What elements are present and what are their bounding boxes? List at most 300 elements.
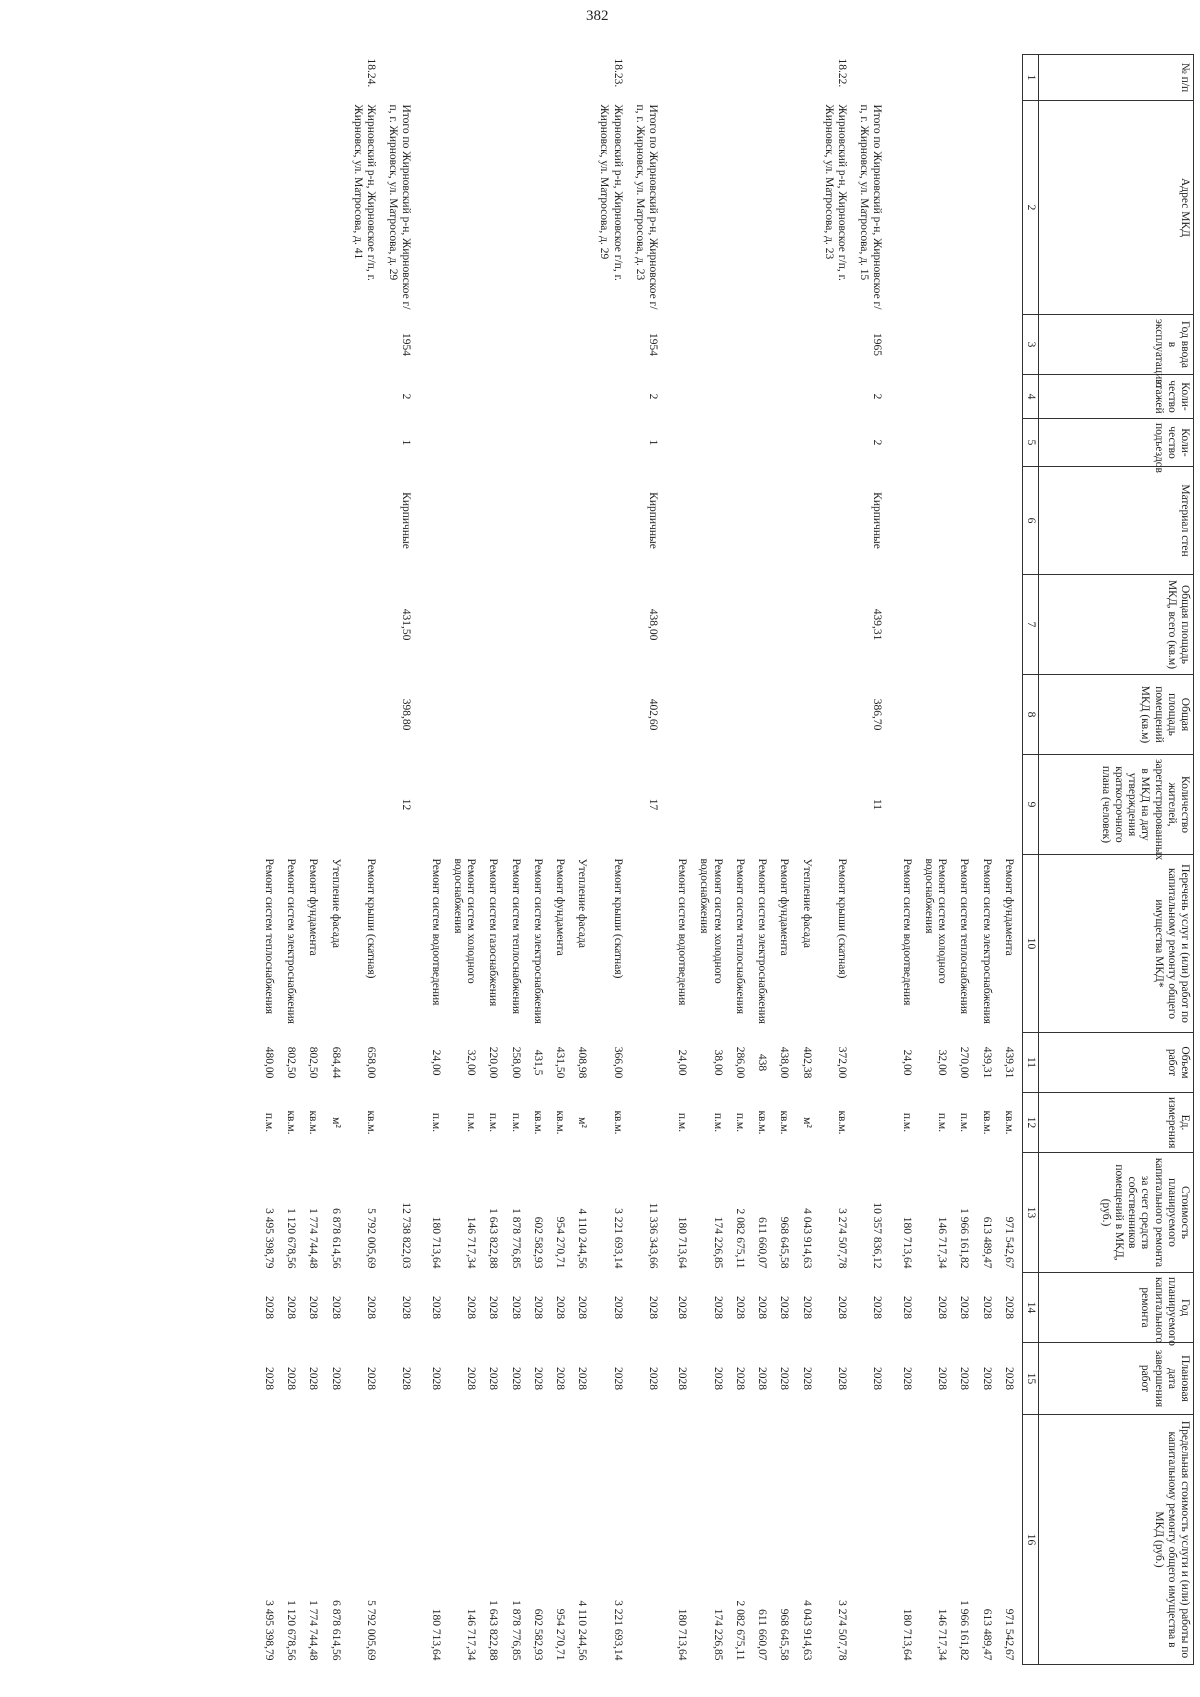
cell-col-5 xyxy=(920,419,955,467)
column-number: 4 xyxy=(1022,375,1038,419)
cell-col-13: 1 643 822,88 xyxy=(487,1208,500,1269)
cell-col-12 xyxy=(384,1093,426,1153)
cell-col-12: м² xyxy=(800,1117,813,1128)
cell-col-8 xyxy=(529,675,551,755)
cell-col-10: Ремонт систем теплоснабжения xyxy=(509,858,522,1015)
cell-col-10: Ремонт систем электроснабжения xyxy=(980,858,993,1024)
cell-col-8 xyxy=(775,675,797,755)
cell-col-1 xyxy=(260,55,282,101)
table-row xyxy=(529,55,551,1665)
cell-col-13: 3 221 693,14 xyxy=(611,1208,624,1269)
cell-col-6 xyxy=(282,467,304,575)
cell-col-14: 2028 xyxy=(487,1296,500,1319)
column-number: 11 xyxy=(1022,1033,1038,1093)
cell-col-4 xyxy=(573,375,595,419)
cell-col-8 xyxy=(673,675,695,755)
cell-col-7 xyxy=(955,575,977,675)
table-row xyxy=(920,55,955,1665)
cell-col-6 xyxy=(753,467,775,575)
cell-col-11: 366,00 xyxy=(611,1046,624,1079)
cell-col-12 xyxy=(855,1093,897,1153)
cell-col-1 xyxy=(551,55,573,101)
cell-col-2 xyxy=(897,101,919,315)
cell-col-13: 613 489,47 xyxy=(980,1216,993,1269)
cell-col-2 xyxy=(506,101,528,315)
cell-col-3 xyxy=(897,315,919,375)
cell-col-8 xyxy=(326,675,348,755)
page-number: 382 xyxy=(586,8,609,24)
table-header xyxy=(1022,55,1193,1665)
column-header: Год планируемого капитального ремонта xyxy=(1039,1273,1194,1343)
cell-col-10: Ремонт крыши (скатная) xyxy=(836,858,849,979)
cell-col-8 xyxy=(449,675,484,755)
cell-col-13: 180 713,64 xyxy=(676,1216,689,1269)
cell-col-11: 286,00 xyxy=(733,1046,746,1079)
cell-col-15: 2028 xyxy=(756,1367,769,1390)
cell-col-1 xyxy=(797,55,819,101)
cell-col-10: Ремонт систем водоотведения xyxy=(676,858,689,1006)
cell-col-12: п.м. xyxy=(509,1112,522,1133)
table-body xyxy=(260,55,1023,1665)
cell-col-6: Кирпичные xyxy=(647,492,660,549)
table-row xyxy=(484,55,506,1665)
cell-col-9 xyxy=(551,755,573,855)
cell-col-9: 11 xyxy=(871,798,884,811)
cell-col-14: 2028 xyxy=(365,1296,377,1319)
cell-col-6 xyxy=(304,467,326,575)
column-number: 16 xyxy=(1022,1415,1038,1665)
table-row xyxy=(349,55,384,1665)
cell-col-5 xyxy=(573,419,595,467)
cell-col-8 xyxy=(797,675,819,755)
cell-col-2 xyxy=(695,101,730,315)
cell-col-3 xyxy=(426,315,448,375)
cell-col-5 xyxy=(449,419,484,467)
column-number: 7 xyxy=(1022,575,1038,675)
cell-col-2 xyxy=(955,101,977,315)
cell-col-7 xyxy=(673,575,695,675)
cell-col-2 xyxy=(449,101,484,315)
column-number: 5 xyxy=(1022,419,1038,467)
cell-col-4 xyxy=(449,375,484,419)
cell-col-14: 2028 xyxy=(733,1296,746,1319)
cell-col-12: п.м. xyxy=(429,1112,442,1133)
cell-col-2 xyxy=(977,101,999,315)
column-header: Материал стен xyxy=(1039,467,1194,575)
cell-col-5 xyxy=(753,419,775,467)
cell-col-12: кв.м. xyxy=(756,1110,769,1135)
cell-col-13: 3 495 398,79 xyxy=(262,1208,275,1269)
table-row xyxy=(695,55,730,1665)
cell-col-3 xyxy=(506,315,528,375)
cell-col-12: п.м. xyxy=(958,1112,971,1133)
cell-col-5: 1 xyxy=(647,439,660,446)
cell-col-16: 2 082 675,11 xyxy=(733,1600,746,1661)
cell-col-8: 402,60 xyxy=(647,698,660,731)
cell-col-7 xyxy=(573,575,595,675)
cell-col-15: 2028 xyxy=(647,1367,660,1390)
cell-col-14: 2028 xyxy=(509,1296,522,1319)
cell-col-13: 954 270,71 xyxy=(553,1216,566,1269)
cell-col-5 xyxy=(595,419,630,467)
cell-col-10: Утепление фасада xyxy=(329,858,342,948)
cell-col-13: 146 717,34 xyxy=(465,1216,478,1269)
cell-col-16 xyxy=(384,1415,426,1665)
cell-col-14: 2028 xyxy=(980,1296,993,1319)
cell-col-8 xyxy=(260,675,282,755)
cell-col-4 xyxy=(753,375,775,419)
cell-col-5 xyxy=(820,419,855,467)
cell-col-13: 611 660,07 xyxy=(756,1217,769,1269)
table-row xyxy=(326,55,348,1665)
cell-col-14: 2028 xyxy=(307,1296,320,1319)
cell-col-5 xyxy=(1000,419,1023,467)
cell-col-16: 4 110 244,56 xyxy=(576,1600,589,1661)
column-header: Количество жителей, зарегистрированных в МКД на дату утверждения краткосрочного плана (человек) xyxy=(1039,755,1194,855)
cell-col-1 xyxy=(920,55,955,101)
cell-col-7: 439,31 xyxy=(871,608,884,641)
cell-col-6 xyxy=(977,467,999,575)
cell-col-1 xyxy=(326,55,348,101)
cell-col-2: Итого по Жирновский р-н, Жирновское г/п, г. Жирновск, ул. Матросова, д. 29 xyxy=(387,104,413,310)
cell-col-5 xyxy=(426,419,448,467)
cell-col-1 xyxy=(731,55,753,101)
cell-col-5 xyxy=(349,419,384,467)
cell-col-12: п.м. xyxy=(676,1112,689,1133)
cell-col-2: Итого по Жирновский р-н, Жирновское г/п, г. Жирновск, ул. Матросова, д. 15 xyxy=(858,104,884,310)
cell-col-8 xyxy=(484,675,506,755)
cell-col-6 xyxy=(731,467,753,575)
cell-col-2 xyxy=(753,101,775,315)
cell-col-5 xyxy=(260,419,282,467)
header-row xyxy=(1039,55,1194,1665)
cell-col-16: 3 274 507,78 xyxy=(836,1600,849,1661)
cell-col-8 xyxy=(753,675,775,755)
cell-col-4: 2 xyxy=(871,393,884,400)
cell-col-6 xyxy=(326,467,348,575)
cell-col-2 xyxy=(426,101,448,315)
table-row xyxy=(775,55,797,1665)
cell-col-14: 2028 xyxy=(611,1296,624,1319)
column-number: 8 xyxy=(1022,675,1038,755)
cell-col-3 xyxy=(673,315,695,375)
column-number: 3 xyxy=(1022,315,1038,375)
cell-col-16 xyxy=(855,1415,897,1665)
cell-col-16: 1 966 161,82 xyxy=(958,1600,971,1661)
cell-col-8 xyxy=(1000,675,1023,755)
cell-col-5 xyxy=(897,419,919,467)
cell-col-11: 802,50 xyxy=(307,1046,320,1079)
cell-col-7: 431,50 xyxy=(400,608,413,641)
cell-col-8 xyxy=(897,675,919,755)
cell-col-6 xyxy=(506,467,528,575)
cell-col-15: 2028 xyxy=(487,1367,500,1390)
cell-col-14: 2028 xyxy=(900,1296,913,1319)
cell-col-8 xyxy=(349,675,384,755)
cell-col-12: п.м. xyxy=(711,1112,724,1133)
cell-col-11: 439,31 xyxy=(1002,1046,1015,1079)
cell-col-11: 658,00 xyxy=(365,1046,377,1079)
cell-col-13: 4 110 244,56 xyxy=(576,1208,589,1269)
cell-col-1 xyxy=(304,55,326,101)
cell-col-4 xyxy=(820,375,855,419)
cell-col-11 xyxy=(384,1033,426,1093)
cell-col-13: 2 082 675,11 xyxy=(733,1208,746,1269)
cell-col-8 xyxy=(731,675,753,755)
cell-col-2 xyxy=(920,101,955,315)
cell-col-11 xyxy=(855,1033,897,1093)
cell-col-5 xyxy=(775,419,797,467)
cell-col-5 xyxy=(977,419,999,467)
cell-col-3: 1965 xyxy=(871,333,884,356)
cell-col-11: 684,44 xyxy=(329,1046,342,1079)
repair-plan-table xyxy=(260,54,1194,1665)
cell-col-3 xyxy=(484,315,506,375)
cell-col-11: 220,00 xyxy=(487,1046,500,1079)
cell-col-4 xyxy=(304,375,326,419)
cell-col-15: 2028 xyxy=(307,1367,320,1390)
cell-col-15: 2028 xyxy=(285,1367,298,1390)
cell-col-11: 38,00 xyxy=(711,1049,724,1076)
cell-col-7 xyxy=(349,575,384,675)
cell-col-7 xyxy=(304,575,326,675)
cell-col-6 xyxy=(349,467,384,575)
cell-col-4 xyxy=(897,375,919,419)
cell-col-3 xyxy=(820,315,855,375)
cell-col-4 xyxy=(977,375,999,419)
cell-col-1 xyxy=(529,55,551,101)
cell-col-7 xyxy=(775,575,797,675)
cell-col-10: Ремонт систем электроснабжения xyxy=(756,858,769,1024)
cell-col-1 xyxy=(695,55,730,101)
table-row xyxy=(731,55,753,1665)
cell-col-9 xyxy=(673,755,695,855)
cell-col-11: 372,00 xyxy=(836,1046,849,1079)
cell-col-7 xyxy=(426,575,448,675)
column-header: Предельная стоимость услуги и (или) работы по капитальному ремонту общего имущества в МКД (руб.) xyxy=(1039,1415,1194,1665)
cell-col-9 xyxy=(920,755,955,855)
cell-col-5 xyxy=(304,419,326,467)
column-number: 15 xyxy=(1022,1343,1038,1415)
cell-col-1 xyxy=(673,55,695,101)
cell-col-12: кв.м. xyxy=(611,1110,624,1135)
cell-col-9 xyxy=(260,755,282,855)
cell-col-3 xyxy=(260,315,282,375)
cell-col-15: 2028 xyxy=(778,1367,791,1390)
column-header: Плановая дата завершения работ xyxy=(1039,1343,1194,1415)
cell-col-14: 2028 xyxy=(800,1296,813,1319)
cell-col-2: Итого по Жирновский р-н, Жирновское г/п, г. Жирновск, ул. Матросова, д. 23 xyxy=(633,104,660,310)
cell-col-2 xyxy=(282,101,304,315)
cell-col-11: 802,50 xyxy=(285,1046,298,1079)
cell-col-9 xyxy=(955,755,977,855)
cell-col-8 xyxy=(695,675,730,755)
cell-col-1 xyxy=(977,55,999,101)
cell-col-5: 1 xyxy=(400,439,413,446)
column-header: Перечень услуг и (или) работ по капитальному ремонту общего имущества МКД* xyxy=(1039,855,1194,1033)
cell-col-14: 2028 xyxy=(262,1296,275,1319)
cell-col-6 xyxy=(260,467,282,575)
cell-col-6 xyxy=(695,467,730,575)
cell-col-9 xyxy=(573,755,595,855)
column-number: 9 xyxy=(1022,755,1038,855)
cell-col-12: кв.м. xyxy=(778,1110,791,1135)
cell-col-12 xyxy=(631,1093,673,1153)
column-header: Коли-чество этажей xyxy=(1039,375,1194,419)
cell-col-2 xyxy=(775,101,797,315)
cell-col-12: п.м. xyxy=(465,1112,478,1133)
cell-col-15: 2028 xyxy=(980,1367,993,1390)
cell-col-10 xyxy=(631,855,673,1033)
cell-col-3 xyxy=(551,315,573,375)
cell-col-14: 2028 xyxy=(576,1296,589,1319)
cell-col-14: 2028 xyxy=(756,1296,769,1319)
cell-col-15: 2028 xyxy=(711,1367,724,1390)
cell-col-9 xyxy=(529,755,551,855)
cell-col-6 xyxy=(797,467,819,575)
cell-col-9 xyxy=(326,755,348,855)
cell-col-14: 2028 xyxy=(871,1296,884,1319)
cell-col-7 xyxy=(695,575,730,675)
cell-col-5 xyxy=(484,419,506,467)
cell-col-3: 1954 xyxy=(400,333,413,356)
cell-col-16: 180 713,64 xyxy=(676,1608,689,1661)
cell-col-6 xyxy=(920,467,955,575)
cell-col-8 xyxy=(304,675,326,755)
cell-col-14: 2028 xyxy=(1002,1296,1015,1319)
cell-col-10: Ремонт систем водоотведения xyxy=(429,858,442,1006)
cell-col-8 xyxy=(573,675,595,755)
cell-col-14: 2028 xyxy=(711,1296,724,1319)
cell-col-16: 1 643 822,88 xyxy=(487,1600,500,1661)
cell-col-13: 4 043 914,63 xyxy=(800,1208,813,1269)
cell-col-15: 2028 xyxy=(576,1367,589,1390)
cell-col-2 xyxy=(484,101,506,315)
cell-col-12: п.м. xyxy=(900,1112,913,1133)
cell-col-14: 2028 xyxy=(429,1296,442,1319)
cell-col-7 xyxy=(260,575,282,675)
cell-col-11: 24,00 xyxy=(429,1049,442,1076)
cell-col-12: п.м. xyxy=(936,1112,949,1133)
cell-col-11: 438,00 xyxy=(778,1046,791,1079)
cell-col-10: Ремонт систем водоотведения xyxy=(900,858,913,1006)
table-row xyxy=(426,55,448,1665)
cell-col-12: кв.м. xyxy=(553,1110,566,1135)
cell-col-12: кв.м. xyxy=(365,1110,377,1135)
cell-col-4 xyxy=(260,375,282,419)
cell-col-1 xyxy=(426,55,448,101)
cell-col-7 xyxy=(529,575,551,675)
cell-col-14: 2028 xyxy=(553,1296,566,1319)
cell-col-4 xyxy=(920,375,955,419)
cell-col-14: 2028 xyxy=(465,1296,478,1319)
cell-col-14: 2028 xyxy=(531,1296,544,1319)
cell-col-8 xyxy=(426,675,448,755)
cell-col-5: 2 xyxy=(871,439,884,446)
cell-col-12: п.м. xyxy=(262,1112,275,1133)
cell-col-4: 2 xyxy=(647,393,660,400)
cell-col-11: 24,00 xyxy=(676,1049,689,1076)
cell-col-10: Ремонт фундамента xyxy=(778,858,791,956)
cell-col-13: 10 357 836,12 xyxy=(871,1202,884,1269)
cell-col-7 xyxy=(820,575,855,675)
cell-col-16: 146 717,34 xyxy=(465,1608,478,1661)
cell-col-9 xyxy=(484,755,506,855)
cell-col-9 xyxy=(506,755,528,855)
cell-col-12: м² xyxy=(329,1117,342,1128)
cell-col-3 xyxy=(977,315,999,375)
cell-col-11: 480,00 xyxy=(262,1046,275,1079)
cell-col-5 xyxy=(797,419,819,467)
cell-col-2 xyxy=(731,101,753,315)
column-header: № п/п xyxy=(1039,55,1194,101)
cell-col-16: 3 495 398,79 xyxy=(262,1600,275,1661)
cell-col-7: 438,00 xyxy=(647,608,660,641)
cell-col-1 xyxy=(775,55,797,101)
cell-col-11: 24,00 xyxy=(900,1049,913,1076)
cell-col-10: Ремонт систем электроснабжения xyxy=(285,858,298,1024)
cell-col-5 xyxy=(326,419,348,467)
cell-col-5 xyxy=(551,419,573,467)
cell-col-15: 2028 xyxy=(871,1367,884,1390)
cell-col-12: п.м. xyxy=(733,1112,746,1133)
cell-col-1 xyxy=(449,55,484,101)
cell-col-2 xyxy=(551,101,573,315)
column-header: Коли-чество подъездов xyxy=(1039,419,1194,467)
cell-col-6: Кирпичные xyxy=(871,492,884,549)
cell-col-8 xyxy=(595,675,630,755)
cell-col-3 xyxy=(775,315,797,375)
column-number: 1 xyxy=(1022,55,1038,101)
cell-col-14: 2028 xyxy=(285,1296,298,1319)
cell-col-15: 2028 xyxy=(800,1367,813,1390)
rotated-page-content xyxy=(43,30,1200,1686)
cell-col-12: п.м. xyxy=(487,1112,500,1133)
cell-col-15: 2028 xyxy=(531,1367,544,1390)
cell-col-5 xyxy=(529,419,551,467)
cell-col-16: 3 221 693,14 xyxy=(611,1600,624,1661)
cell-col-9 xyxy=(1000,755,1023,855)
cell-col-1 xyxy=(955,55,977,101)
cell-col-8 xyxy=(282,675,304,755)
cell-col-15: 2028 xyxy=(836,1367,849,1390)
cell-col-3 xyxy=(282,315,304,375)
cell-col-15: 2028 xyxy=(429,1367,442,1390)
cell-col-3 xyxy=(349,315,384,375)
cell-col-11: 439,31 xyxy=(980,1046,993,1079)
cell-col-16: 1 774 744,48 xyxy=(307,1600,320,1661)
cell-col-9 xyxy=(349,755,384,855)
cell-col-15: 2028 xyxy=(365,1367,377,1390)
table-row xyxy=(673,55,695,1665)
cell-col-5 xyxy=(506,419,528,467)
cell-col-2 xyxy=(326,101,348,315)
cell-col-12: кв.м. xyxy=(1002,1110,1015,1135)
cell-col-16: 5 792 005,69 xyxy=(365,1600,377,1661)
cell-col-6 xyxy=(595,467,630,575)
cell-col-1: 18.23. xyxy=(611,58,624,88)
cell-col-9: 12 xyxy=(400,798,413,811)
table-row xyxy=(753,55,775,1665)
cell-col-8: 386,70 xyxy=(871,698,884,731)
cell-col-1: 18.22. xyxy=(836,58,849,88)
cell-col-10: Ремонт систем холодного водоснабжения xyxy=(922,858,949,984)
column-header: Стоимость планируемого капитального ремонта за счет средств собственников помещений в МКД, (руб.) xyxy=(1039,1153,1194,1273)
cell-col-6 xyxy=(673,467,695,575)
cell-col-15: 2028 xyxy=(553,1367,566,1390)
cell-col-9 xyxy=(449,755,484,855)
cell-col-4: 2 xyxy=(400,393,413,400)
